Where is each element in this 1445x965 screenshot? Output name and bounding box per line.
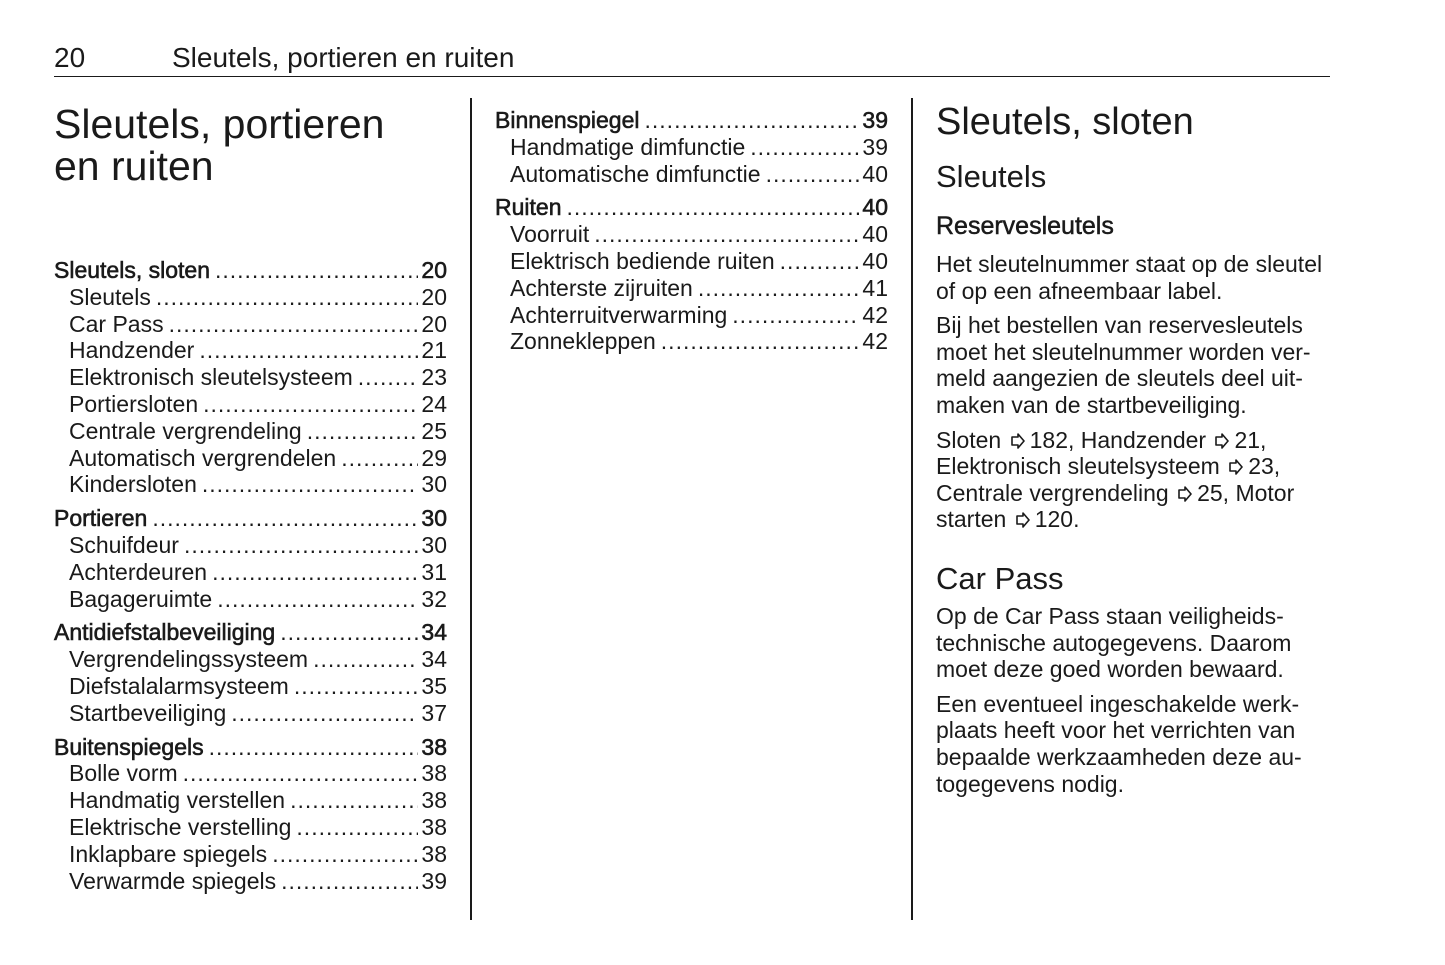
toc-entry-label: Elektrische verstelling xyxy=(69,813,292,840)
toc-leader-dots xyxy=(313,646,418,673)
toc-leader-dots xyxy=(152,505,418,532)
toc-leader-dots xyxy=(358,364,419,391)
toc-entry-label: Sleutels xyxy=(69,283,151,310)
toc-entry-page: 31 xyxy=(421,558,447,585)
reference-arrow-icon xyxy=(1016,512,1030,528)
toc-entry-label: Binnenspiegel xyxy=(495,107,640,133)
toc-entry-page: 38 xyxy=(421,733,447,760)
reference-arrow-icon xyxy=(1011,433,1025,449)
toc-entry-label: Zonnekleppen xyxy=(510,328,656,355)
toc-entry-label: Automatische dimfunctie xyxy=(510,160,761,187)
paragraph-ordering: Bij het bestellen van reservesleutels moet het sleutelnummer worden ver- meld aangezien de sleutels deel uit- maken van de startbeveiliging. xyxy=(936,312,1311,418)
toc-leader-dots xyxy=(296,814,418,841)
toc-entry-label: Ruiten xyxy=(495,194,562,221)
toc-leader-dots xyxy=(290,787,418,814)
subsubsection-title: Reservesleutels xyxy=(936,212,1114,240)
toc-leader-dots xyxy=(566,194,859,221)
toc-entry-page: 20 xyxy=(421,310,447,337)
table-of-contents-left xyxy=(54,257,447,901)
column-divider-right xyxy=(911,98,913,920)
toc-entry-label: Voorruit xyxy=(510,221,590,248)
left-column xyxy=(54,103,447,903)
toc-entry-page: 37 xyxy=(421,699,447,726)
toc-sub-entry[interactable] xyxy=(54,646,447,673)
toc-entry-label: Vergrendelingssysteem xyxy=(69,646,309,673)
toc-entry-label: Startbeveiliging xyxy=(69,699,227,726)
paragraph-key-number: Het sleutelnummer staat op de sleutel of op een afneembaar label. xyxy=(936,251,1323,304)
toc-entry-label: Handmatig verstellen xyxy=(69,787,286,814)
toc-entry-label: Achterdeuren xyxy=(69,558,208,585)
toc-sub-entry[interactable] xyxy=(495,134,888,161)
toc-sub-entry[interactable] xyxy=(54,532,447,559)
toc-entry-page: 38 xyxy=(421,787,447,814)
toc-sub-entry[interactable] xyxy=(495,161,888,188)
toc-entry-label: Elektronisch sleutelsysteem xyxy=(69,364,353,391)
toc-leader-dots xyxy=(307,418,419,445)
chapter-title: Sleutels, portieren en ruiten xyxy=(54,101,385,189)
toc-sub-entry[interactable] xyxy=(54,364,447,391)
toc-leader-dots xyxy=(750,134,859,161)
toc-entry-page: 20 xyxy=(421,257,447,283)
toc-leader-dots xyxy=(645,107,860,134)
toc-entry-page: 20 xyxy=(421,283,447,310)
toc-sub-entry[interactable] xyxy=(54,700,447,727)
toc-entry-label: Achterruitverwarming xyxy=(510,301,728,328)
toc-entry-label: Verwarmde spiegels xyxy=(69,867,277,894)
toc-leader-dots xyxy=(231,700,418,727)
toc-sub-entry[interactable] xyxy=(54,841,447,868)
toc-entry-page: 38 xyxy=(421,813,447,840)
toc-entry-page: 40 xyxy=(862,221,888,248)
toc-entry-page: 30 xyxy=(421,471,447,498)
car-pass-title: Car Pass xyxy=(936,560,1064,596)
toc-sub-entry[interactable] xyxy=(495,221,888,248)
toc-sub-entry[interactable] xyxy=(54,559,447,586)
toc-leader-dots xyxy=(698,275,860,302)
toc-sub-entry[interactable] xyxy=(54,445,447,472)
subsection-title: Sleutels xyxy=(936,159,1047,194)
toc-sub-entry[interactable] xyxy=(495,302,888,329)
toc-entry-page: 40 xyxy=(862,160,888,187)
toc-sub-entry[interactable] xyxy=(54,418,447,445)
toc-leader-dots xyxy=(780,248,860,275)
toc-entry-page: 42 xyxy=(862,328,888,355)
toc-leader-dots xyxy=(184,532,418,559)
toc-entry-page: 34 xyxy=(421,619,447,646)
toc-entry-label: Buitenspiegels xyxy=(54,733,204,760)
toc-entry-page: 38 xyxy=(421,840,447,867)
middle-column xyxy=(495,107,888,407)
toc-entry-page: 29 xyxy=(421,444,447,471)
toc-leader-dots xyxy=(217,586,418,613)
toc-entry-page: 39 xyxy=(862,133,888,160)
toc-entry-page: 23 xyxy=(421,364,447,391)
toc-sub-entry[interactable] xyxy=(54,471,447,498)
toc-entry-label: Antidiefstalbeveiliging xyxy=(54,619,276,646)
reference-arrow-icon xyxy=(1178,486,1192,502)
toc-leader-dots xyxy=(203,391,418,418)
table-of-contents-middle xyxy=(495,107,888,362)
toc-entry-label: Car Pass xyxy=(69,310,164,337)
toc-leader-dots xyxy=(199,337,418,364)
toc-group xyxy=(54,505,447,612)
page-header xyxy=(54,40,1330,77)
paragraph-car-pass: Op de Car Pass staan veiligheids- technische autogegevens. Daarom moet deze goed worden bewaard. xyxy=(936,602,1292,683)
toc-entry-label: Achterste zijruiten xyxy=(510,274,693,301)
toc-main-entry[interactable] xyxy=(495,194,888,221)
paragraph-references: Sloten 182, Handzender 21, Elektronisch sleutelsysteem 23, Centrale vergrendeling 25, Motor starten 120. xyxy=(936,426,1295,533)
toc-sub-entry[interactable] xyxy=(54,787,447,814)
toc-entry-label: Schuifdeur xyxy=(69,531,179,558)
toc-leader-dots xyxy=(294,673,419,700)
toc-entry-label: Automatisch vergrendelen xyxy=(69,444,337,471)
toc-group xyxy=(54,734,447,895)
toc-leader-dots xyxy=(156,284,419,311)
reference-arrow-icon xyxy=(1215,433,1229,449)
toc-leader-dots xyxy=(209,734,419,761)
toc-group xyxy=(495,107,888,187)
toc-group xyxy=(54,619,447,726)
toc-leader-dots xyxy=(281,868,418,895)
toc-entry-label: Inklapbare spiegels xyxy=(69,840,268,867)
toc-sub-entry[interactable] xyxy=(495,248,888,275)
toc-leader-dots xyxy=(341,445,418,472)
toc-entry-label: Elektrisch bediende ruiten xyxy=(510,247,775,274)
toc-entry-page: 21 xyxy=(421,337,447,364)
toc-entry-page: 41 xyxy=(862,274,888,301)
toc-leader-dots xyxy=(280,619,418,646)
toc-sub-entry[interactable] xyxy=(54,391,447,418)
toc-entry-label: Handmatige dimfunctie xyxy=(510,133,746,160)
toc-entry-label: Handzender xyxy=(69,337,195,364)
toc-entry-page: 42 xyxy=(862,301,888,328)
toc-sub-entry[interactable] xyxy=(54,673,447,700)
toc-leader-dots xyxy=(594,221,859,248)
toc-entry-label: Bagageruimte xyxy=(69,585,213,612)
toc-sub-entry[interactable] xyxy=(495,328,888,355)
toc-main-entry[interactable] xyxy=(495,107,888,134)
toc-main-entry[interactable] xyxy=(54,257,447,284)
toc-sub-entry[interactable] xyxy=(54,586,447,613)
page-number: 20 xyxy=(54,42,86,73)
toc-entry-page: 30 xyxy=(421,505,447,532)
toc-leader-dots xyxy=(212,559,418,586)
toc-group xyxy=(54,257,447,498)
toc-entry-label: Bolle vorm xyxy=(69,760,178,787)
column-divider-left xyxy=(470,98,472,920)
toc-entry-label: Centrale vergrendeling xyxy=(69,417,302,444)
toc-sub-entry[interactable] xyxy=(54,284,447,311)
toc-entry-page: 39 xyxy=(862,107,888,133)
toc-sub-entry[interactable] xyxy=(54,337,447,364)
toc-sub-entry[interactable] xyxy=(54,311,447,338)
toc-entry-page: 39 xyxy=(421,867,447,894)
paragraph-workshop: Een eventueel ingeschakelde werk- plaats heeft voor het verrichten van bepaalde werkzaamheden deze au- togegevens nodig. xyxy=(936,690,1302,797)
toc-leader-dots xyxy=(183,760,419,787)
toc-entry-page: 40 xyxy=(862,247,888,274)
toc-entry-page: 24 xyxy=(421,390,447,417)
toc-sub-entry[interactable] xyxy=(54,868,447,895)
toc-leader-dots xyxy=(169,311,419,338)
toc-sub-entry[interactable] xyxy=(54,760,447,787)
reference-arrow-icon xyxy=(1229,459,1243,475)
toc-entry-page: 30 xyxy=(421,531,447,558)
toc-entry-page: 40 xyxy=(862,194,888,221)
right-column xyxy=(936,100,1336,805)
toc-main-entry[interactable] xyxy=(54,734,447,761)
toc-main-entry[interactable] xyxy=(54,619,447,646)
toc-leader-dots xyxy=(215,257,418,284)
toc-entry-page: 35 xyxy=(421,672,447,699)
toc-leader-dots xyxy=(732,302,859,329)
toc-entry-page: 32 xyxy=(421,585,447,612)
toc-leader-dots xyxy=(766,161,860,188)
toc-leader-dots xyxy=(661,328,860,355)
section-title: Sleutels, sloten xyxy=(936,101,1194,143)
toc-entry-page: 34 xyxy=(421,646,447,673)
toc-entry-page: 25 xyxy=(421,417,447,444)
toc-entry-label: Sleutels, sloten xyxy=(54,257,210,283)
toc-leader-dots xyxy=(202,471,419,498)
toc-main-entry[interactable] xyxy=(54,505,447,532)
toc-entry-page: 38 xyxy=(421,760,447,787)
toc-sub-entry[interactable] xyxy=(495,275,888,302)
toc-leader-dots xyxy=(272,841,418,868)
toc-group xyxy=(495,194,888,355)
toc-entry-label: Portiersloten xyxy=(69,390,199,417)
toc-entry-label: Diefstalalarmsysteem xyxy=(69,672,289,699)
header-title: Sleutels, portieren en ruiten xyxy=(172,42,515,73)
toc-entry-label: Kindersloten xyxy=(69,471,197,498)
toc-entry-label: Portieren xyxy=(54,505,148,532)
toc-sub-entry[interactable] xyxy=(54,814,447,841)
